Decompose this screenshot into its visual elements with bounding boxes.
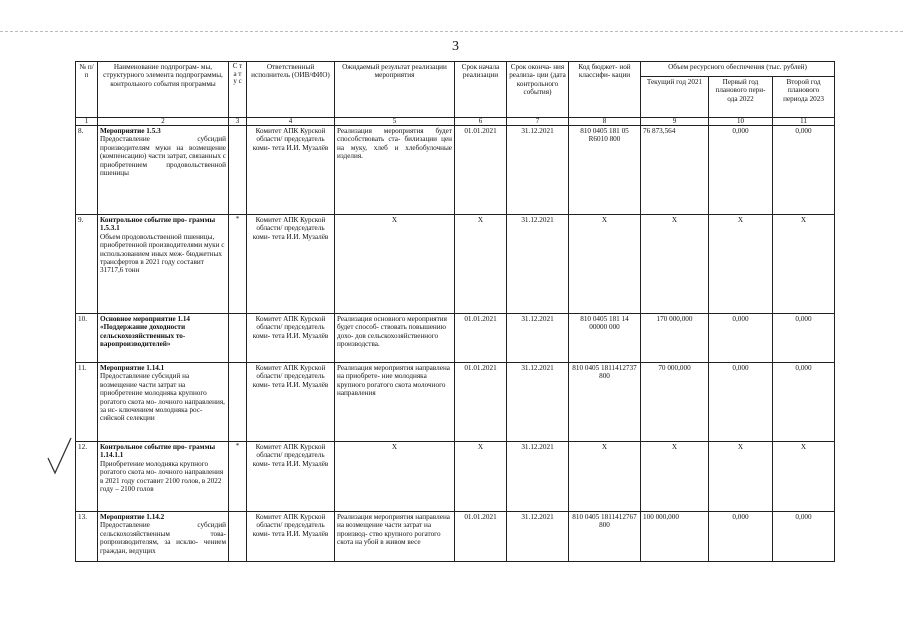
row-amount-2021: 100 000,000 bbox=[641, 512, 709, 562]
row-amount-2023: 0,000 bbox=[773, 314, 835, 363]
row-amount-2022: 0,000 bbox=[709, 363, 773, 442]
row-status bbox=[229, 363, 247, 442]
header-start: Срок начала реализации bbox=[455, 62, 507, 118]
col-number: 7 bbox=[507, 118, 569, 126]
header-resources: Объем ресурсного обеспечения (тыс. рублей) bbox=[641, 62, 835, 77]
row-amount-2021: 76 873,564 bbox=[641, 126, 709, 215]
row-number: 12. bbox=[76, 442, 98, 512]
header-budget-code: Код бюджет- ной классифи- кации bbox=[569, 62, 641, 118]
page-top-rule bbox=[0, 31, 903, 32]
header-result: Ожидаемый результат реализации мероприятия bbox=[335, 62, 455, 118]
row-start: 01.01.2021 bbox=[455, 363, 507, 442]
row-number: 8. bbox=[76, 126, 98, 215]
row-status bbox=[229, 512, 247, 562]
program-events-table bbox=[75, 61, 835, 562]
row-amount-2021: 170 000,000 bbox=[641, 314, 709, 363]
col-number: 4 bbox=[247, 118, 335, 126]
row-title: Контрольное событие про- граммы 1.5.3.1 bbox=[100, 216, 216, 233]
row-amount-2022: Х bbox=[709, 215, 773, 314]
row-amount-2023: 0,000 bbox=[773, 126, 835, 215]
row-description: Предоставление субсидий сельскохозяйственным това- ропроизводителям, за исклю- чением граждан, ведущих bbox=[100, 521, 226, 555]
row-status: * bbox=[229, 442, 247, 512]
row-budget-code: 810 0405 181 14 00000 000 bbox=[569, 314, 641, 363]
row-responsible: Комитет АПК Курской области/ председатель коми- тета И.И. Музалёв bbox=[247, 512, 335, 562]
row-end: 31.12.2021 bbox=[507, 314, 569, 363]
row-responsible: Комитет АПК Курской области/ председатель коми- тета И.И. Музалёв bbox=[247, 314, 335, 363]
row-title: Контрольное событие про- граммы 1.14.1.1 bbox=[100, 443, 216, 460]
row-number: 11. bbox=[76, 363, 98, 442]
row-responsible: Комитет АПК Курской области/ председатель коми- тета И.И. Музалёв bbox=[247, 442, 335, 512]
col-number: 6 bbox=[455, 118, 507, 126]
page-number: 3 bbox=[452, 39, 459, 54]
row-name-cell bbox=[98, 512, 229, 562]
row-start: 01.01.2021 bbox=[455, 126, 507, 215]
row-result: Реализация мероприятия будет способствовать ста- билизации цен на муку, хлеб и хлебобулочные изделия. bbox=[335, 126, 455, 215]
col-number: 11 bbox=[773, 118, 835, 126]
row-number: 13. bbox=[76, 512, 98, 562]
row-number: 9. bbox=[76, 215, 98, 314]
row-end: 31.12.2021 bbox=[507, 442, 569, 512]
table-row bbox=[76, 215, 835, 314]
row-responsible: Комитет АПК Курской области/ председатель коми- тета И.И. Музалёв bbox=[247, 126, 335, 215]
row-description: Предоставление субсидий производителям муки на возмещение (компенсацию) части затрат, связанных с приобретением продовольственной пшеницы bbox=[100, 135, 226, 178]
row-end: 31.12.2021 bbox=[507, 126, 569, 215]
header-responsible: Ответственный исполнитель (ОИВ/ФИО) bbox=[247, 62, 335, 118]
row-title: Мероприятие 1.14.1 bbox=[100, 364, 165, 372]
row-amount-2021: 70 000,000 bbox=[641, 363, 709, 442]
row-end: 31.12.2021 bbox=[507, 363, 569, 442]
row-start: Х bbox=[455, 442, 507, 512]
row-start: 01.01.2021 bbox=[455, 512, 507, 562]
header-year-current: Текущий год 2021 bbox=[641, 77, 709, 118]
col-number: 2 bbox=[98, 118, 229, 126]
row-end: 31.12.2021 bbox=[507, 512, 569, 562]
col-number: 5 bbox=[335, 118, 455, 126]
row-amount-2023: 0,000 bbox=[773, 512, 835, 562]
row-name-cell bbox=[98, 126, 229, 215]
table-row bbox=[76, 442, 835, 512]
row-status bbox=[229, 126, 247, 215]
table-row bbox=[76, 363, 835, 442]
row-number: 10. bbox=[76, 314, 98, 363]
col-number: 10 bbox=[709, 118, 773, 126]
row-description: Приобретение молодняка крупного рогатого скота мо- лочного направления в 2021 году составит 2100 голов, в 2022 году – 2100 голов bbox=[100, 459, 224, 494]
row-budget-code: Х bbox=[569, 215, 641, 314]
row-name-cell bbox=[98, 442, 229, 512]
row-status: * bbox=[229, 215, 247, 314]
row-budget-code: 810 0405 1811412767 800 bbox=[569, 512, 641, 562]
row-responsible: Комитет АПК Курской области/ председатель коми- тета И.И. Музалёв bbox=[247, 215, 335, 314]
header-end: Срок оконча- ния реализа- ции (дата контрольного события) bbox=[507, 62, 569, 118]
row-responsible: Комитет АПК Курской области/ председатель коми- тета И.И. Музалёв bbox=[247, 363, 335, 442]
row-amount-2022: 0,000 bbox=[709, 512, 773, 562]
header-name: Наименование подпрограм- мы, структурного элемента подпрограммы, контрольного события программы bbox=[98, 62, 229, 118]
row-name-cell bbox=[98, 215, 229, 314]
row-description: Предоставление субсидий на возмещение части затрат на приобретение молодняка крупного рогатого скота мо- лочного направления, за ис- ключением молодняка рос- сийской селекции bbox=[100, 372, 225, 423]
row-title: Мероприятие 1.5.3 bbox=[100, 127, 161, 135]
row-end: 31.12.2021 bbox=[507, 215, 569, 314]
row-amount-2022: 0,000 bbox=[709, 126, 773, 215]
row-budget-code: 810 0405 1811412737 800 bbox=[569, 363, 641, 442]
row-description: Объем продовольственной пшеницы, приобретенной производителями муки с использованием иных меж- бюджетных трансфертов в 2021 году составит 31717,6 тонн bbox=[100, 232, 225, 275]
row-amount-2021: Х bbox=[641, 215, 709, 314]
row-amount-2023: Х bbox=[773, 442, 835, 512]
handwritten-check-mark-icon bbox=[45, 436, 75, 476]
col-number: 9 bbox=[641, 118, 709, 126]
row-title: Основное мероприятие 1.14 «Поддержание доходности сельскохозяйственных то- варопроизводителей» bbox=[98, 314, 229, 363]
row-amount-2022: 0,000 bbox=[709, 314, 773, 363]
col-number: 8 bbox=[569, 118, 641, 126]
header-status: С т а т у с bbox=[229, 62, 247, 118]
row-amount-2023: Х bbox=[773, 215, 835, 314]
row-result: Реализация основного мероприятия будет способ- ствовать повышению дохо- дов сельскохозяйственного производства. bbox=[335, 314, 455, 363]
header-num: № п/п bbox=[76, 62, 98, 118]
row-amount-2021: Х bbox=[641, 442, 709, 512]
row-result: Реализация мероприятия направлена на возмещение части затрат на производ- ство крупного рогатого скота на убой в живом весе bbox=[335, 512, 455, 562]
row-result: Х bbox=[335, 442, 455, 512]
column-number-row bbox=[76, 118, 835, 126]
row-budget-code: 810 0405 181 05 R6010 800 bbox=[569, 126, 641, 215]
table-row bbox=[76, 512, 835, 562]
row-name-cell bbox=[98, 363, 229, 442]
row-start: Х bbox=[455, 215, 507, 314]
row-result: Реализация мероприятия направлена на приобрете- ние молодняка крупного рогатого скота молочного направления bbox=[335, 363, 455, 442]
col-number: 1 bbox=[76, 118, 98, 126]
row-budget-code: Х bbox=[569, 442, 641, 512]
table-row bbox=[76, 126, 835, 215]
row-start: 01.01.2021 bbox=[455, 314, 507, 363]
row-status bbox=[229, 314, 247, 363]
header-year-first: Первый год планового пери- ода 2022 bbox=[709, 77, 773, 118]
row-result: Х bbox=[335, 215, 455, 314]
table-row bbox=[76, 314, 835, 363]
col-number: 3 bbox=[229, 118, 247, 126]
header-year-second: Второй год планового периода 2023 bbox=[773, 77, 835, 118]
row-amount-2023: 0,000 bbox=[773, 363, 835, 442]
row-title: Мероприятие 1.14.2 bbox=[100, 513, 165, 521]
row-amount-2022: Х bbox=[709, 442, 773, 512]
